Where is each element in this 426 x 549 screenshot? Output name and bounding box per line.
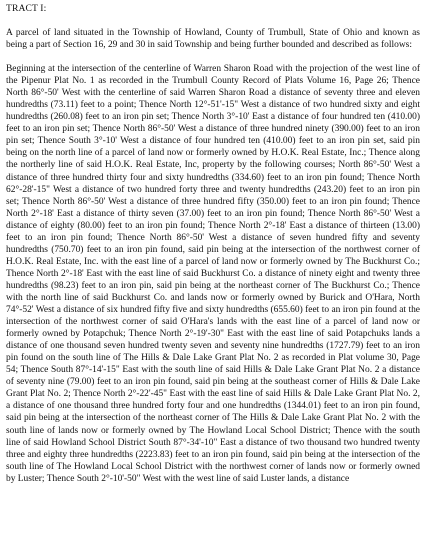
intro-paragraph: A parcel of land situated in the Township of Howland, County of Trumbull, State of Ohio and known as being a part of Section 16, 29 and 30 in said Township and being further bounded and described as follows:	[6, 28, 420, 51]
tract-heading: TRACT I:	[6, 3, 47, 14]
legal-description-paragraph: Beginning at the intersection of the centerline of Warren Sharon Road with the projection of the west line of the Pipenur Plat No. 1 as recorded in the Trumbull County Record of Plats Volume 16, Page 26; Thence North 86°-50' West with the centerline of said Warren Sharon Road a distance of seventy three and eleven hundredths (73.11) feet to a point; Thence North 12°-51'-15" West a distance of two hundred sixty and eight hundredths (260.08) feet to an iron pin set; Thence North 3°-10' East a distance of four hundred ten (410.00) feet to an iron pin set; Thence North 86°-50' West a distance of three hundred ninety (390.00) feet to an iron pin set; Thence South 3°-10' West a distance of four hundred ten (410.00) feet to an iron pin set, said pin being on the north line of a parcel of land now or formerly owned by H.O.K. Real Estate, Inc.; Thence along the northerly line of said H.O.K. Real Estate, Inc, property by the following courses; North 86°-50' West a distance of three hundred thirty four and sixty hundredths (334.60) feet to an iron pin found; Thence North 62°-28'-15" West a distance of two hundred forty three and twenty hundredths (243.20) feet to an iron pin set; Thence North 86°-50' West a distance of three hundred fifty (350.00) feet to an iron pin found; Thence North 2°-18' East a distance of thirty seven (37.00) feet to an iron pin found; Thence North 86°-50' West a distance of eighty (80.00) feet to an iron pin found; Thence North 2°-18' East a distance of thirteen (13.00) feet to an iron pin found; Thence North 86°-50' West a distance of seven hundred fifty and seventy hundredths (750.70) feet to an iron pin found, said pin being at the intersection of the northwest corner of H.O.K. Real Estate, Inc. with the east line of a parcel of land now or formerly owned by The Buckhurst Co.; Thence North 2°-18' East with the east line of said Buckhurst Co. a distance of ninety eight and twenty three hundredths (98.23) feet to an iron pin, said pin being at the northeast corner of The Buckhurst Co.; Thence with the north line of said Buckhurst Co. and lands now or formerly owned by Burick and O'Hara, North 74°-52' West a distance of six hundred fifty five and sixty hundredths (655.60) feet to an iron pin found at the intersection of the northwest corner of said O'Hara's lands with the east line of a parcel of land now or formerly owned by Potapchuk; Thence North 2°-19'-30" East with the east line of said Potapchuks lands a distance of one thousand seven hundred twenty seven and seventy nine hundredths (1727.79) feet to an iron pin found on the south line of The Hills & Dale Lake Grant Plat No. 2 as recorded in Plat volume 30, Page 54; Thence South 87°-14'-15" East with the south line of said Hills & Dale Lake Grant Plat No. 2 a distance of seventy nine (79.00) feet to an iron pin found, said pin being at the southeast corner of Hills & Dale Lake Grant Plat No. 2; Thence North 2°-22'-45" East with the east line of said Hills & Dale Lake Grant Plat No. 2, a distance of one thousand three hundred forty four and one hundredths (1344.01) feet to an iron pin found, said pin being at the intersection of the northeast corner of The Hills & Dale Lake Grant Plat No. 2 with the south line of lands now or formerly owned by The Howland Local School District; Thence with the south line of said Howland School District South 87°-34'-10" East a distance of two thousand two hundred twenty three and eighty three hundredths (2223.83) feet to an iron pin found, said pin being at the intersection of the south line of The Howland Local School District with the northwest corner of lands now or formerly owned by Luster; Thence South 2°-10'-50" West with the west line of said Luster lands, a distance	[6, 64, 420, 484]
